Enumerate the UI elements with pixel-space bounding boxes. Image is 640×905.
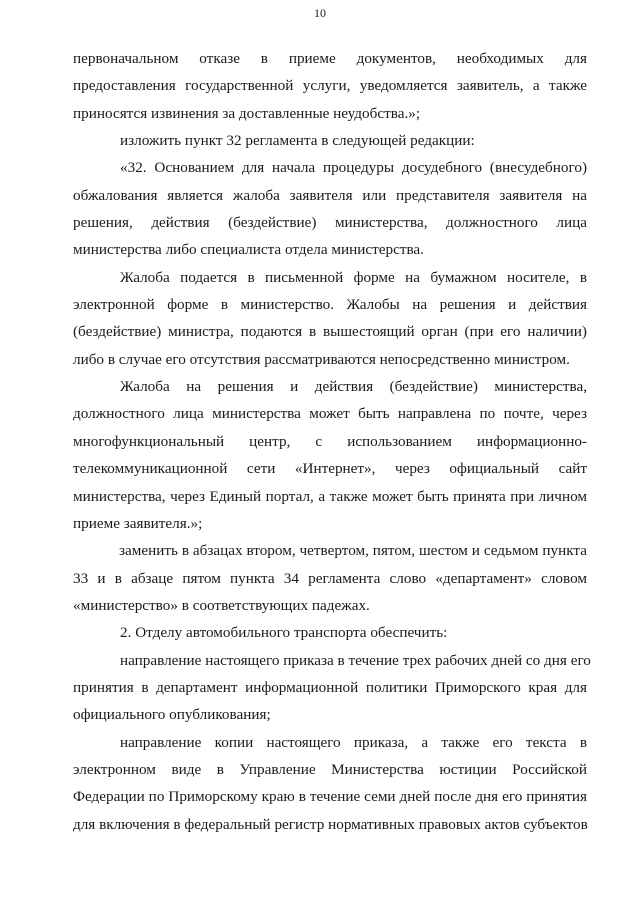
text-line: Жалоба на решения и действия (бездействие) министерства, [120,378,587,396]
text-line: 33 и в абзаце пятом пункта 34 регламента слово «департамент» словом [73,569,587,587]
page-number: 10 [314,6,326,20]
text-line: Федерации по Приморскому краю в течение семи дней после дня его принятия [73,788,587,806]
text-line: «министерство» в соответствующих падежах. [73,596,370,614]
text-line: (бездействие) министра, подаются в вышестоящий орган (при его наличии) [73,323,587,341]
document-body [73,45,591,838]
text-line: электронной форме в министерство. Жалобы на решения и действия [73,296,587,314]
text-line: Жалоба подается в письменной форме на бумажном носителе, в [120,268,587,286]
text-line: решения, действия (бездействие) министерства, должностного лица [73,214,587,232]
text-line: приносятся извинения за доставленные неудобства.»; [73,104,421,122]
text-line: многофункциональный центр, с использованием информационно- [73,432,587,450]
text-line: 2. Отделу автомобильного транспорта обеспечить: [120,624,448,642]
text-line: должностного лица министерства может быть направлена по почте, через [73,405,587,423]
text-line: изложить пункт 32 регламента в следующей редакции: [120,132,475,150]
text-line: телекоммуникационной сети «Интернет», через официальный сайт [73,460,587,478]
text-line: «32. Основанием для начала процедуры досудебного (внесудебного) [120,159,587,177]
text-line: министерства, через Единый портал, а также может быть принята при личном [73,487,587,505]
text-line: первоначальном отказе в приеме документов, необходимых для [73,50,587,67]
text-line: предоставления государственной услуги, уведомляется заявитель, а также [73,77,587,95]
text-line: направление копии настоящего приказа, а также его текста в [120,733,587,751]
text-line: министерства либо специалиста отдела министерства. [73,241,424,259]
text-line: электронном виде в Управление Министерства юстиции Российской [73,760,587,778]
text-line: принятия в департамент информационной политики Приморского края для [73,678,587,696]
text-line: обжалования является жалоба заявителя или представителя заявителя на [73,186,587,204]
text-line: либо в случае его отсутствия рассматриваются непосредственно министром. [73,350,570,368]
text-line: приеме заявителя.»; [73,514,203,532]
text-line: заменить в абзацах втором, четвертом, пятом, шестом и седьмом пункта [119,542,587,560]
text-line: направление настоящего приказа в течение трех рабочих дней со дня его [120,651,591,669]
text-line: для включения в федеральный регистр нормативных правовых актов субъектов [73,815,588,833]
text-line: официального опубликования; [73,706,271,724]
